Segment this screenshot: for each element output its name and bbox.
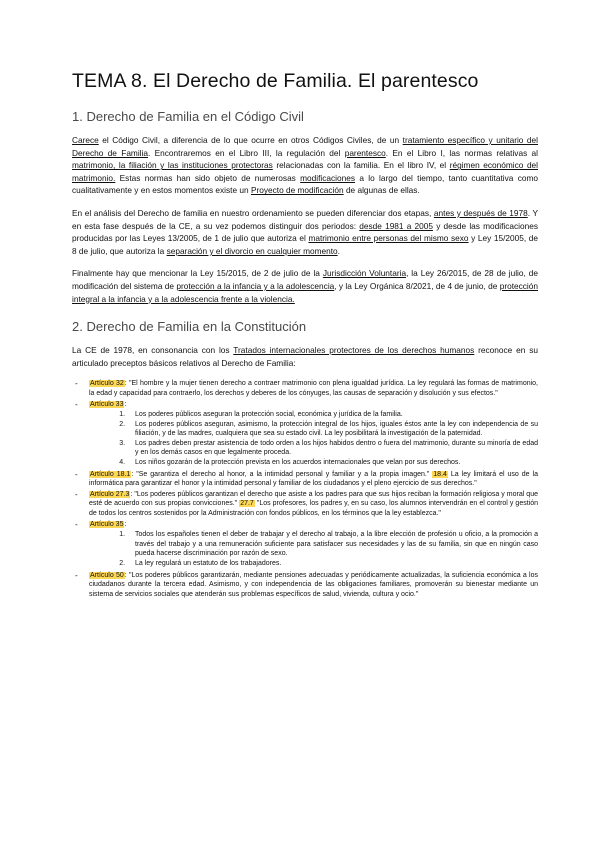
article-35-item: - Artículo 35: 1. Todos los españoles tienen el deber de trabajar y el derecho al trabajo, a la libre elección de profesión u oficio, a la promoción a través del trabajo y a una remuneración suficiente para satisfacer sus necesidades y las de su familia, sin que en ningún caso pueda hacerse discriminación por razón de sexo. 2. La ley regulará un estatuto de los trabajadores. [89, 520, 538, 569]
article-33-sublist [89, 410, 538, 468]
paragraph-3: Finalmente hay que mencionar la Ley 15/2015, de 2 de julio de la Jurisdicción Voluntaria, la Ley 26/2015, de 28 de julio, de modificación del sistema de protección a la infancia y a la adolescencia, y la Ley Orgánica 8/2021, de 4 de junio, de protección integral a la infancia y a la adolescencia frente a la violencia. [72, 268, 538, 304]
paragraph-2: En el análisis del Derecho de familia en nuestro ordenamiento se pueden diferenciar dos etapas, antes y después de 1978. Y en esta fase después de la CE, a su vez podemos distinguir dos periodos: desde 1981 a 2005 y desde las modificaciones producidas por las Leyes 13/2005, de 1 de julio que autoriza el matrimonio entre personas del mismo sexo y Ley 15/2005, de 8 de julio, que autoriza la separación y el divorcio en cualquier momento. [72, 207, 538, 256]
document-title: TEMA 8. El Derecho de Familia. El parentesco [72, 70, 479, 92]
underlined-term: matrimonio entre personas del mismo sexo [308, 233, 469, 244]
article-tag: 27.7 [240, 500, 254, 508]
underlined-term: desde 1981 a 2005 [359, 220, 433, 231]
article-tag: Artículo 27.3 [90, 490, 130, 498]
section-2-heading: 2. Derecho de Familia en la Constitución [72, 319, 307, 335]
underlined-term: régimen económico del matrimonio. [72, 160, 539, 183]
underlined-term: matrimonio, la filiación y las instituciones protectoras [72, 160, 273, 171]
article-tag: Artículo 32 [90, 380, 124, 388]
list-item: 4. Los niños gozarán de la protección prevista en los acuerdos internacionales que velan por sus derechos. [127, 458, 538, 468]
section-2-intro: La CE de 1978, en consonancia con los Tratados internacionales protectores de los derechos humanos reconoce en su articulado preceptos básicos relativos al Derecho de Familia: [72, 345, 538, 368]
article-tag: Artículo 35 [90, 520, 124, 528]
paragraph-1: Carece el Código Civil, a diferencia de lo que ocurre en otros Códigos Civiles, de un tratamiento específico y unitario del Derecho de Familia. Encontraremos en el Libro III, la regulación del parentesco. En el Libro I, las normas relativas al matrimonio, la filiación y las instituciones protectoras relacionadas con la familia. En el libro IV, el régimen económico del matrimonio. Estas normas han sido objeto de numerosas modificaciones a lo largo del tiempo, tanto cuantitativa como cualitativamente y en estos momentos existe un Proyecto de modificación de algunas de ellas. [72, 135, 539, 196]
article-tag: Artículo 18.1 [90, 470, 131, 478]
underlined-term: Proyecto de modificación [250, 185, 344, 196]
article-18-item: - Artículo 18.1: "Se garantiza el derecho al honor, a la intimidad personal y familiar y a la propia imagen." 18.4 La ley limitará el uso de la informática para garantizar el honor y la intimidad personal y familiar de los ciudadanos y el pleno ejercicio de sus derechos." [89, 470, 538, 489]
underlined-term: separación y el divorcio en cualquier momento [166, 245, 338, 256]
list-item: 1. Los poderes públicos aseguran la protección social, económica y jurídica de la familia. [127, 410, 538, 420]
list-item: 3. Los padres deben prestar asistencia de todo orden a los hijos habidos dentro o fuera del matrimonio, durante su minoría de edad y en los demás casos en que legalmente proceda. [127, 439, 538, 458]
section-1-heading: 1. Derecho de Familia en el Código Civil [72, 109, 304, 124]
underlined-term: tratamiento específico y unitario del Derecho de Familia [72, 135, 539, 158]
article-33-item: - Artículo 33: 1. Los poderes públicos aseguran la protección social, económica y jurídica de la familia. 2. Los poderes públicos aseguran, asimismo, la protección integral de los hijos, iguales éstos ante la ley con independencia de su filiación, y de las madres, cualquiera que sea su estado civil. La ley posibilitará la investigación de la paternidad. 3. Los padres deben prestar asistencia de todo orden a los hijos habidos dentro o fuera del matrimonio, durante su minoría de edad y en los demás casos en que legalmente proceda. 4. Los niños gozarán de la protección prevista en los acuerdos internacionales que velan por sus derechos. [89, 400, 538, 468]
list-item: 2. Los poderes públicos aseguran, asimismo, la protección integral de los hijos, iguales éstos ante la ley con independencia de su filiación, y de las madres, cualquiera que sea su estado civil. La ley posibilitará la investigación de la paternidad. [127, 420, 538, 439]
article-tag: Artículo 50 [90, 571, 124, 579]
list-item: 2. La ley regulará un estatuto de los trabajadores. [127, 559, 538, 569]
articles-list [72, 379, 538, 599]
underlined-term: modificaciones [300, 172, 356, 183]
list-item: 1. Todos los españoles tienen el deber de trabajar y el derecho al trabajo, a la libre elección de profesión u oficio, a la promoción a través del trabajo y a una remuneración suficiente para satisfacer sus necesidades y las de su familia, sin que en ningún caso pueda hacerse discriminación por razón de sexo. [127, 530, 538, 559]
underlined-term: Jurisdicción Voluntaria [322, 268, 407, 279]
underlined-term: parentesco [344, 147, 386, 158]
underlined-term: protección integral a la infancia y a la adolescencia frente a la violencia. [72, 280, 538, 304]
article-35-sublist [89, 530, 538, 568]
underlined-term: antes y después de 1978 [433, 207, 528, 218]
article-tag: 18.4 [433, 470, 447, 478]
article-tag: Artículo 33 [90, 400, 124, 408]
underlined-term: Carece [72, 135, 99, 145]
article-27-item: - Artículo 27.3: "Los poderes públicos garantizan el derecho que asiste a los padres para que sus hijos reciban la formación religiosa y moral que esté de acuerdo con sus propias convicciones." 27.7 "Los profesores, los padres y, en su caso, los alumnos intervendrán en el control y gestión de todos los centros sostenidos por la Administración con fondos públicos, en los términos que la ley establezca." [89, 490, 538, 519]
underlined-term: protección a la infancia y a la adolescencia [176, 280, 335, 291]
article-32-item: - Artículo 32: "El hombre y la mujer tienen derecho a contraer matrimonio con plena igualdad jurídica. La ley regulará las formas de matrimonio, la edad y capacidad para contraerlo, los derechos y deberes de los cónyuges, las causas de separación y disolución y sus efectos." [89, 379, 538, 398]
article-50-item: - Artículo 50: "Los poderes públicos garantizarán, mediante pensiones adecuadas y periódicamente actualizadas, la suficiencia económica a los ciudadanos durante la tercera edad. Asimismo, y con independencia de las obligaciones familiares, promoverán su bienestar mediante un sistema de servicios sociales que atenderán sus problemas específicos de salud, vivienda, cultura y ocio." [89, 571, 538, 600]
underlined-term: Tratados internacionales protectores de los derechos humanos [233, 345, 475, 356]
